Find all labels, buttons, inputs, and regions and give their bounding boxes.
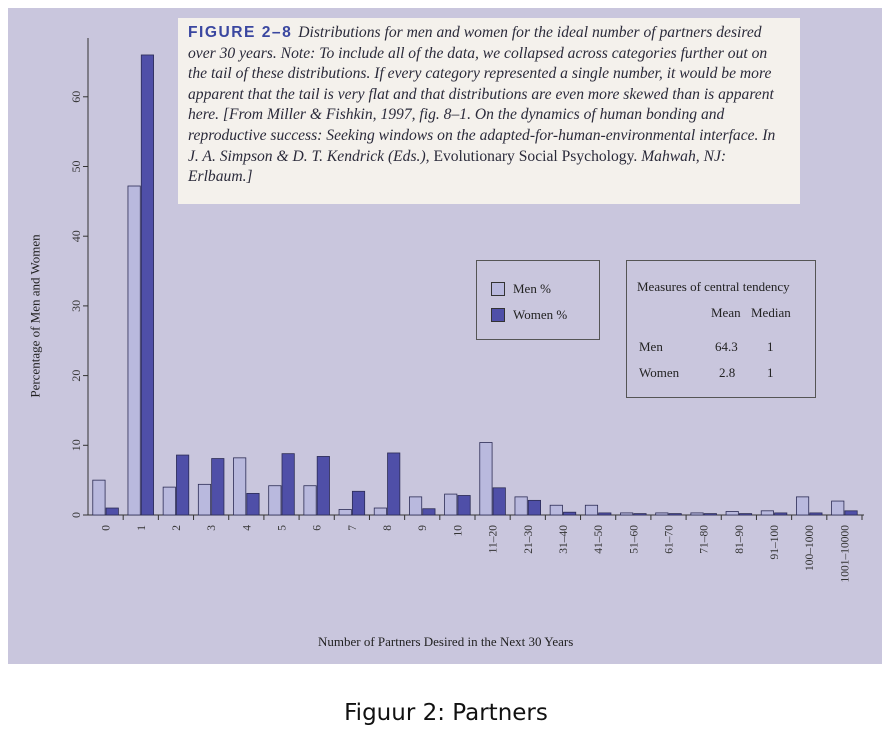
bar-women — [317, 456, 329, 515]
caption-publisher: Mahwah, NJ: Erlbaum.] — [188, 147, 727, 186]
bar-men — [726, 512, 738, 515]
stats-row-label: Men — [639, 339, 663, 354]
legend-label-women: Women % — [513, 307, 568, 322]
bar-men — [621, 513, 633, 515]
x-tick-label: 1001–10000 — [839, 525, 852, 583]
stats-title: Measures of central tendency — [637, 279, 790, 294]
bar-men — [128, 186, 140, 515]
x-tick-label: 100–1000 — [804, 525, 817, 571]
legend-swatch-men — [491, 282, 505, 296]
bar-men — [163, 487, 175, 515]
bar-women — [176, 455, 188, 515]
bar-men — [796, 497, 808, 515]
bar-women — [599, 513, 611, 515]
bar-men — [374, 508, 386, 515]
bar-men — [550, 505, 562, 515]
y-tick-label: 30 — [69, 299, 83, 312]
central-tendency-table — [626, 260, 816, 398]
x-tick-label: 71–80 — [698, 525, 711, 554]
bar-women — [563, 512, 575, 515]
bar-men — [480, 443, 492, 515]
bar-women — [634, 514, 646, 515]
x-tick-label: 3 — [206, 525, 219, 531]
stats-row-median: 1 — [767, 365, 774, 380]
x-tick-label: 2 — [170, 525, 183, 531]
bar-women — [528, 500, 540, 515]
y-tick-label: 10 — [69, 439, 83, 452]
bar-men — [656, 513, 668, 515]
x-tick-label: 11–20 — [487, 525, 500, 554]
bar-men — [409, 497, 421, 515]
stats-row-median: 1 — [767, 339, 774, 354]
bar-women — [106, 508, 118, 515]
y-tick-label: 60 — [69, 90, 83, 103]
bar-women — [810, 513, 822, 515]
x-tick-label: 7 — [346, 525, 359, 531]
bar-women — [845, 511, 857, 515]
bar-women — [669, 514, 681, 515]
bar-women — [141, 55, 153, 515]
bar-women — [704, 514, 716, 515]
bar-men — [832, 501, 844, 515]
y-tick-label: 50 — [69, 160, 83, 173]
stats-row-mean: 64.3 — [715, 339, 738, 354]
bar-women — [458, 495, 470, 515]
x-tick-label: 41–50 — [593, 525, 606, 554]
x-tick-label: 91–100 — [769, 525, 782, 560]
y-tick-label: 40 — [69, 230, 83, 243]
document-figure-caption: Figuur 2: Partners — [344, 700, 548, 726]
bar-women — [282, 454, 294, 515]
y-tick-label: 20 — [69, 369, 83, 382]
x-tick-label: 81–90 — [733, 525, 746, 554]
bar-women — [352, 491, 364, 515]
bar-men — [339, 509, 351, 515]
legend-item-men — [491, 281, 551, 297]
x-tick-label: 5 — [276, 525, 289, 531]
bar-men — [445, 494, 457, 515]
figure-photo — [8, 8, 882, 664]
chart-legend — [476, 260, 600, 340]
x-tick-label: 4 — [241, 525, 254, 531]
x-tick-label: 1 — [135, 525, 148, 531]
x-tick-label: 0 — [100, 525, 113, 531]
caption-text: Distributions for men and women for the ideal number of partners desired over 30 years. Note: To include all of the data, we collapsed across categories further out on the tail of these distributions. If every category represented a single number, it would be more apparent that the tail is very flat and that distributions are even more skewed than is apparent here. [From Miller & Fishkin, 1997, fig. 8–1. On the dynamics of human bonding and reproductive success: Seeking windows on the adapted-for-human-environmental interface. In J. A. Simpson & D. T. Kendrick (Eds.), — [188, 24, 776, 165]
x-tick-label: 9 — [417, 525, 430, 531]
stats-row-mean: 2.8 — [719, 365, 736, 380]
bar-men — [761, 511, 773, 515]
x-axis-label: Number of Partners Desired in the Next 30 Years — [318, 634, 574, 649]
bar-women — [423, 509, 435, 515]
stats-col-median: Median — [751, 305, 791, 320]
stats-row-label: Women — [639, 365, 680, 380]
legend-swatch-women — [491, 308, 505, 322]
x-tick-label: 51–60 — [628, 525, 641, 554]
legend-item-women — [491, 307, 567, 323]
x-tick-label: 8 — [382, 525, 395, 531]
y-axis-label: Percentage of Men and Women — [27, 234, 43, 398]
x-tick-label: 6 — [311, 525, 324, 531]
bar-men — [198, 484, 210, 515]
x-tick-label: 31–40 — [557, 525, 570, 554]
figure-label: FIGURE 2–8 — [188, 24, 293, 41]
bar-men — [269, 486, 281, 515]
bar-women — [247, 493, 259, 515]
x-tick-label: 21–30 — [522, 525, 535, 554]
bar-women — [739, 514, 751, 515]
bar-women — [493, 488, 505, 515]
bar-men — [691, 513, 703, 515]
bar-women — [388, 453, 400, 515]
bar-women — [212, 459, 224, 515]
x-tick-label: 61–70 — [663, 525, 676, 554]
stats-col-mean: Mean — [711, 305, 741, 320]
bar-men — [234, 458, 246, 515]
y-tick-label: 0 — [69, 512, 83, 518]
legend-label-men: Men % — [513, 281, 551, 296]
figure-caption — [178, 18, 800, 204]
bar-women — [775, 513, 787, 515]
caption-book-title: Evolutionary Social Psychology. — [433, 147, 638, 165]
bar-men — [585, 505, 597, 515]
bar-men — [93, 480, 105, 515]
bar-men — [515, 497, 527, 515]
bar-men — [304, 486, 316, 515]
x-tick-label: 10 — [452, 525, 465, 537]
